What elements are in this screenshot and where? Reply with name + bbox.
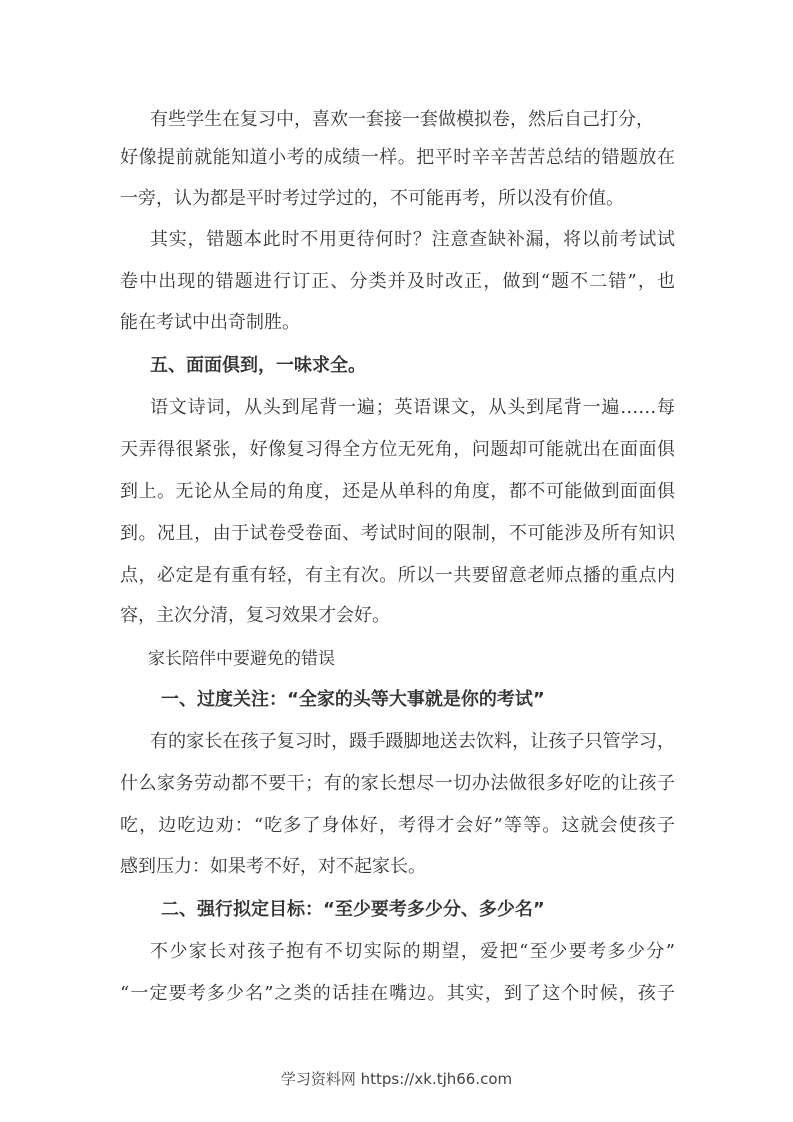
text-line: 好像提前就能知道小考的成绩一样。把平时辛辛苦苦总结的错题放在 bbox=[120, 147, 675, 168]
subtitle: 家长陪伴中要避免的错误 bbox=[148, 649, 335, 669]
text-line: 感到压力：如果考不好，对不起家长。 bbox=[120, 856, 426, 877]
page-footer: 学习资料网 https://xk.tjh66.com bbox=[280, 1070, 513, 1088]
text-line: 有的家长在孩子复习时，蹑手蹑脚地送去饮料，让孩子只管学习， bbox=[150, 731, 675, 752]
text-line: 能在考试中出奇制胜。 bbox=[120, 312, 300, 333]
text-line: 到上。无论从全局的角度，还是从单科的角度，都不可能做到面面俱 bbox=[120, 481, 675, 502]
text-line: “一定要考多少名”之类的话挂在嘴边。其实，到了这个时候，孩子 bbox=[120, 983, 675, 1004]
section-heading: 五、面面俱到，一味求全。 bbox=[150, 355, 366, 376]
text-line: 到。况且，由于试卷受卷面、考试时间的限制，不可能涉及所有知识 bbox=[120, 523, 675, 544]
text-line: 什么家务劳动都不要干；有的家长想尽一切办法做很多好吃的让孩子 bbox=[120, 773, 675, 794]
text-line: 点，必定是有重有轻，有主有次。所以一共要留意老师点播的重点内 bbox=[120, 565, 675, 586]
text-line: 天弄得很紧张，好像复习得全方位无死角，问题却可能就出在面面俱 bbox=[120, 439, 675, 460]
text-line: 有些学生在复习中，喜欢一套接一套做模拟卷，然后自己打分， bbox=[150, 109, 654, 130]
section-heading: 一、过度关注：“全家的头等大事就是你的考试” bbox=[161, 689, 545, 710]
section-heading: 二、强行拟定目标：“至少要考多少分、多少名” bbox=[161, 899, 545, 920]
text-line: 语文诗词，从头到尾背一遍；英语课文，从头到尾背一遍……每 bbox=[150, 397, 675, 418]
text-line: 一旁，认为都是平时考过学过的，不可能再考，所以没有价值。 bbox=[120, 188, 624, 209]
text-line: 卷中出现的错题进行订正、分类并及时改正，做到“题不二错”，也 bbox=[120, 271, 675, 292]
text-line: 不少家长对孩子抱有不切实际的期望，爱把“至少要考多少分” bbox=[150, 941, 675, 962]
text-line: 吃，边吃边劝：“吃多了身体好，考得才会好”等等。这就会使孩子 bbox=[120, 815, 675, 836]
text-line: 容，主次分清，复习效果才会好。 bbox=[120, 605, 390, 626]
text-line: 其实，错题本此时不用更待何时？注意查缺补漏，将以前考试试 bbox=[150, 229, 675, 250]
